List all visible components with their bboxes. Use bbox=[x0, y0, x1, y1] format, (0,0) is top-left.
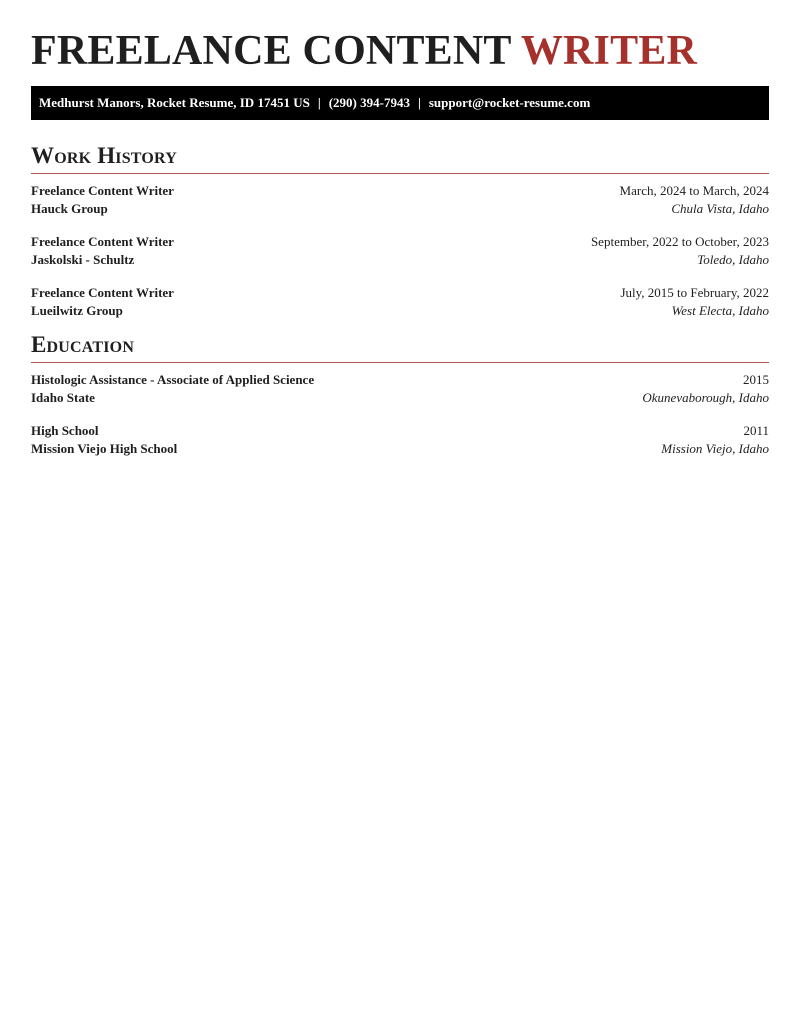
work-entry-row bbox=[31, 302, 769, 320]
education-entry bbox=[31, 371, 769, 406]
school-location: Okunevaborough, Idaho bbox=[642, 389, 769, 405]
graduation-year: 2015 bbox=[743, 372, 769, 387]
section-heading-work-history: Work History bbox=[31, 143, 177, 168]
school-location: Mission Viejo, Idaho bbox=[661, 440, 769, 456]
job-dates: March, 2024 to March, 2024 bbox=[619, 183, 769, 198]
graduation-year: 2011 bbox=[743, 423, 769, 438]
job-location: Toledo, Idaho bbox=[697, 251, 769, 267]
work-entry-row bbox=[31, 251, 769, 269]
resume-title bbox=[31, 0, 769, 85]
job-title: Freelance Content Writer bbox=[31, 285, 174, 300]
degree-name: Histologic Assistance - Associate of Applied Science bbox=[31, 372, 315, 387]
section-divider bbox=[31, 362, 769, 363]
contact-separator: | bbox=[317, 95, 321, 110]
contact-bar bbox=[31, 86, 769, 120]
job-dates: July, 2015 to February, 2022 bbox=[620, 285, 769, 300]
work-entry bbox=[31, 182, 769, 217]
contact-phone: (290) 394-7943 bbox=[328, 95, 410, 110]
contact-separator: | bbox=[417, 95, 421, 110]
work-history-section bbox=[31, 142, 769, 319]
job-location: Chula Vista, Idaho bbox=[671, 200, 769, 216]
education-entry-row bbox=[31, 440, 769, 458]
degree-name: High School bbox=[31, 423, 99, 438]
resume-page bbox=[31, 0, 769, 457]
title-main: FREELANCE CONTENT bbox=[31, 28, 521, 74]
work-entry-row bbox=[31, 233, 769, 251]
job-title: Freelance Content Writer bbox=[31, 234, 174, 249]
job-company: Hauck Group bbox=[31, 200, 108, 216]
title-accent: WRITER bbox=[520, 28, 698, 74]
contact-email[interactable]: support@rocket-resume.com bbox=[428, 95, 591, 110]
education-entry-row bbox=[31, 389, 769, 407]
section-divider bbox=[31, 173, 769, 174]
education-entry-row bbox=[31, 371, 769, 389]
work-entry bbox=[31, 284, 769, 319]
job-company: Jaskolski - Schultz bbox=[31, 251, 135, 267]
contact-address: Medhurst Manors, Rocket Resume, ID 17451 US bbox=[39, 95, 310, 110]
work-entry-row bbox=[31, 284, 769, 302]
job-title: Freelance Content Writer bbox=[31, 183, 174, 198]
job-location: West Electa, Idaho bbox=[671, 302, 769, 318]
education-entry-row bbox=[31, 422, 769, 440]
education-entry bbox=[31, 422, 769, 457]
work-entry-row bbox=[31, 182, 769, 200]
work-entry bbox=[31, 233, 769, 268]
school-name: Idaho State bbox=[31, 389, 95, 405]
job-dates: September, 2022 to October, 2023 bbox=[590, 234, 769, 249]
education-section bbox=[31, 331, 769, 457]
section-heading-education: Education bbox=[31, 332, 135, 357]
job-company: Lueilwitz Group bbox=[31, 302, 123, 318]
school-name: Mission Viejo High School bbox=[31, 440, 178, 456]
work-entry-row bbox=[31, 200, 769, 218]
